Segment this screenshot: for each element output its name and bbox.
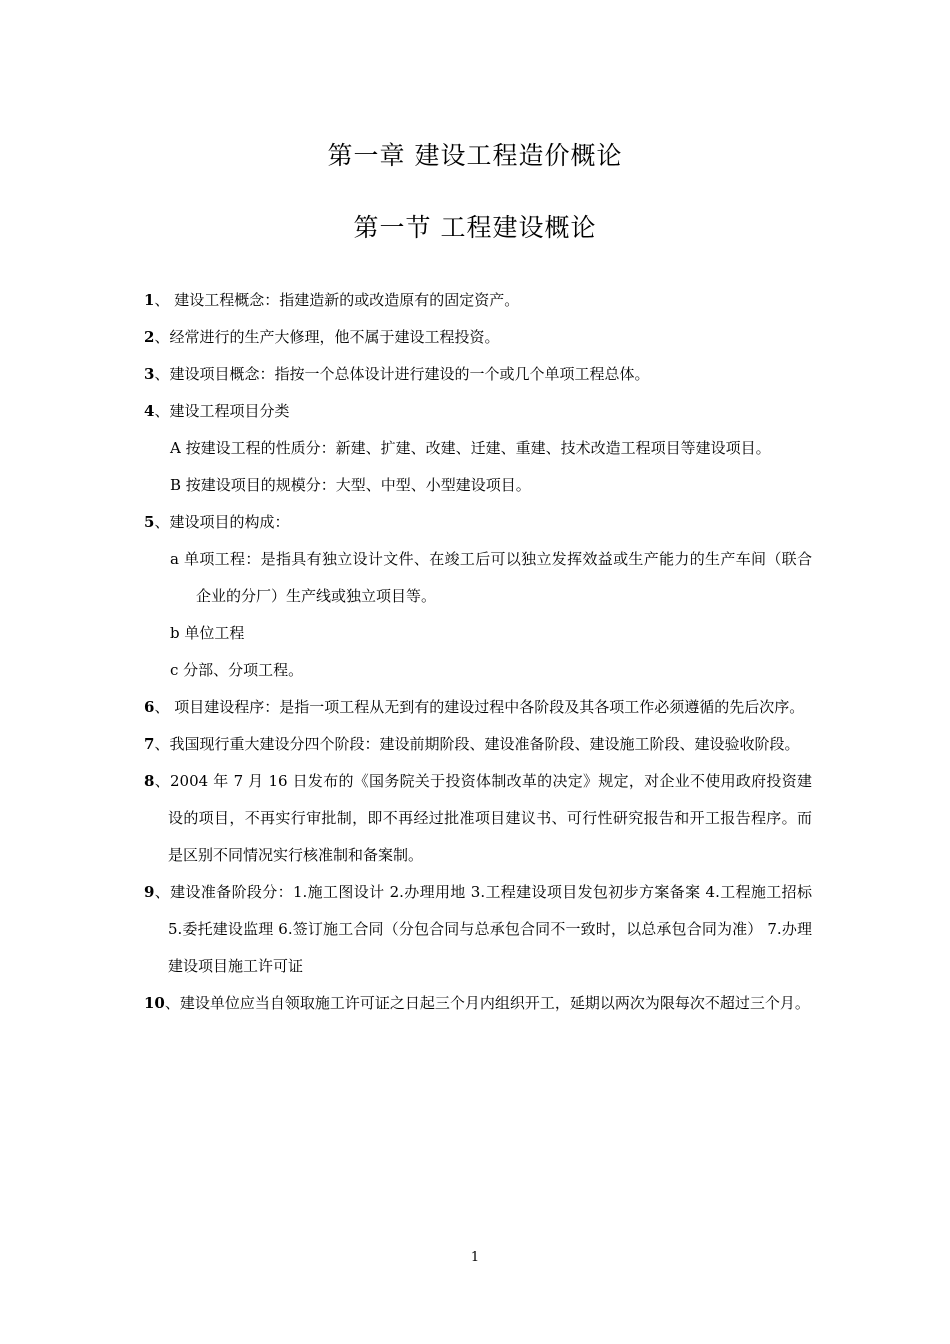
item-number: 4 xyxy=(144,402,155,420)
sub-item-4a: A 按建设工程的性质分：新建、扩建、改建、迁建、重建、技术改造工程项目等建设项目。 xyxy=(170,439,771,457)
sub-item-5b: b 单位工程 xyxy=(170,624,245,642)
item-number: 2 xyxy=(144,328,155,346)
page-number: 1 xyxy=(470,1250,480,1265)
item-number: 9 xyxy=(144,883,155,901)
item-number: 1 xyxy=(144,291,155,309)
chapter-title: 第一章 建设工程造价概论 xyxy=(327,141,623,170)
item-number: 7 xyxy=(144,735,155,753)
list-item-5 xyxy=(144,504,812,541)
section-title: 第一节 工程建设概论 xyxy=(353,213,597,242)
item-text: 、2004 年 7 月 16 日发布的《国务院关于投资体制改革的决定》规定，对企业不使用政府投资建设的项目，不再实行审批制，即不再经过批准项目建议书、可行性研究报告和开工报告程序。而是区别不同情况实行核准制和备案制。 xyxy=(154,772,812,864)
item-number: 8 xyxy=(144,772,155,790)
list-item-6 xyxy=(144,689,812,726)
document-body xyxy=(144,282,812,1022)
item-text: 、建设准备阶段分：1.施工图设计 2.办理用地 3.工程建设项目发包初步方案备案 4.工程施工招标 5.委托建设监理 6.签订施工合同（分包合同与总承包合同不一致时，以总承包合同为准） 7.办理建设项目施工许可证 xyxy=(154,883,812,975)
item-number: 5 xyxy=(144,513,155,531)
sub-item-5a: a 单项工程：是指具有独立设计文件、在竣工后可以独立发挥效益或生产能力的生产车间（联合企业的分厂）生产线或独立项目等。 xyxy=(170,550,812,605)
item-text: 、建设单位应当自领取施工许可证之日起三个月内组织开工，延期以两次为限每次不超过三个月。 xyxy=(164,994,810,1012)
item-text: 、 项目建设程序：是指一项工程从无到有的建设过程中各阶段及其各项工作必须遵循的先后次序。 xyxy=(154,698,805,716)
item-number: 10 xyxy=(144,994,165,1012)
list-item-1 xyxy=(144,282,812,319)
item-text: 、 建设工程概念：指建造新的或改造原有的固定资产。 xyxy=(154,291,520,309)
sub-item-4b: B 按建设项目的规模分：大型、中型、小型建设项目。 xyxy=(170,476,531,494)
sub-item-5c: c 分部、分项工程。 xyxy=(170,661,304,679)
item-text: 、建设项目的构成： xyxy=(154,513,290,531)
item-text: 、经常进行的生产大修理，他不属于建设工程投资。 xyxy=(154,328,500,346)
item-text: 、我国现行重大建设分四个阶段：建设前期阶段、建设准备阶段、建设施工阶段、建设验收阶段。 xyxy=(154,735,800,753)
list-item-7 xyxy=(144,726,812,763)
item-number: 6 xyxy=(144,698,155,716)
list-item-10 xyxy=(144,985,812,1022)
item-number: 3 xyxy=(144,365,155,383)
list-item-9 xyxy=(144,874,812,985)
item-text: 、建设项目概念：指按一个总体设计进行建设的一个或几个单项工程总体。 xyxy=(154,365,650,383)
list-item-4 xyxy=(144,393,812,430)
list-item-2 xyxy=(144,319,812,356)
item-text: 、建设工程项目分类 xyxy=(154,402,290,420)
list-item-8 xyxy=(144,763,812,874)
list-item-3 xyxy=(144,356,812,393)
